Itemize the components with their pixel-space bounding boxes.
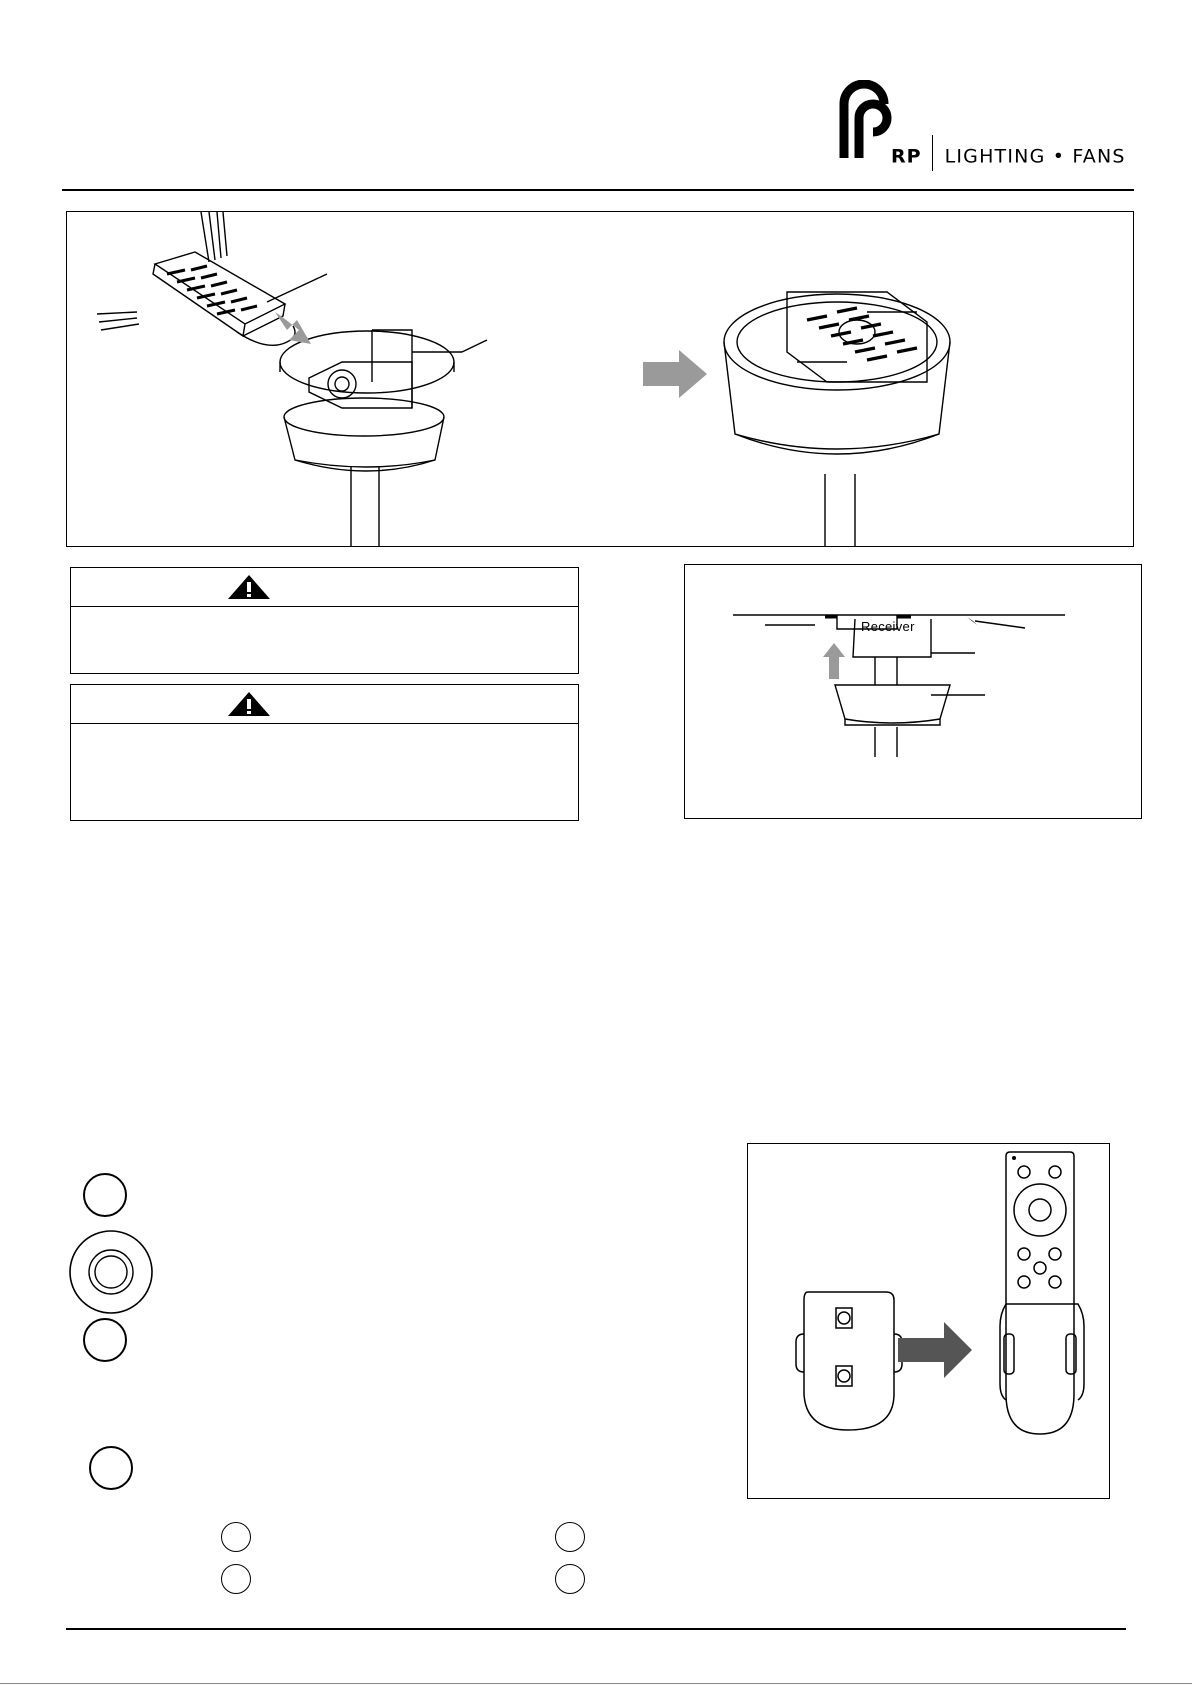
button-symbol-2: [83, 1318, 127, 1362]
brand-wordmark: [891, 139, 1126, 175]
footer-divider: [66, 1628, 1126, 1630]
warning-triangle-icon: [227, 691, 271, 717]
button-symbol-6: [555, 1522, 585, 1552]
warning-box-2: [70, 684, 579, 821]
remote-holder-figure: [747, 1143, 1110, 1499]
remote-holder-illustration: [748, 1144, 1109, 1498]
brand-initials: RP: [891, 145, 922, 168]
rp-logo-icon: [838, 80, 898, 162]
receiver-install-illustration: [67, 212, 1133, 546]
button-symbol-4: [221, 1522, 251, 1552]
warning-box-1: [70, 567, 579, 674]
button-symbol-5: [221, 1564, 251, 1594]
warning-header-1: [71, 568, 578, 607]
warning-header-2: [71, 685, 578, 724]
brand-tagline: LIGHTING • FANS: [944, 145, 1126, 168]
receiver-mount-figure: [684, 564, 1142, 819]
dial-button-symbol: [68, 1229, 154, 1315]
warning-triangle-icon: [227, 574, 271, 600]
button-symbol-1: [83, 1173, 127, 1217]
button-symbol-7: [555, 1564, 585, 1594]
receiver-install-figure: [66, 211, 1134, 547]
header-divider: [62, 189, 1134, 191]
page-bottom-edge: [0, 1683, 1192, 1684]
receiver-label: Receiver: [861, 619, 915, 634]
button-symbol-3: [89, 1446, 133, 1490]
receiver-mount-illustration: [685, 565, 1141, 818]
